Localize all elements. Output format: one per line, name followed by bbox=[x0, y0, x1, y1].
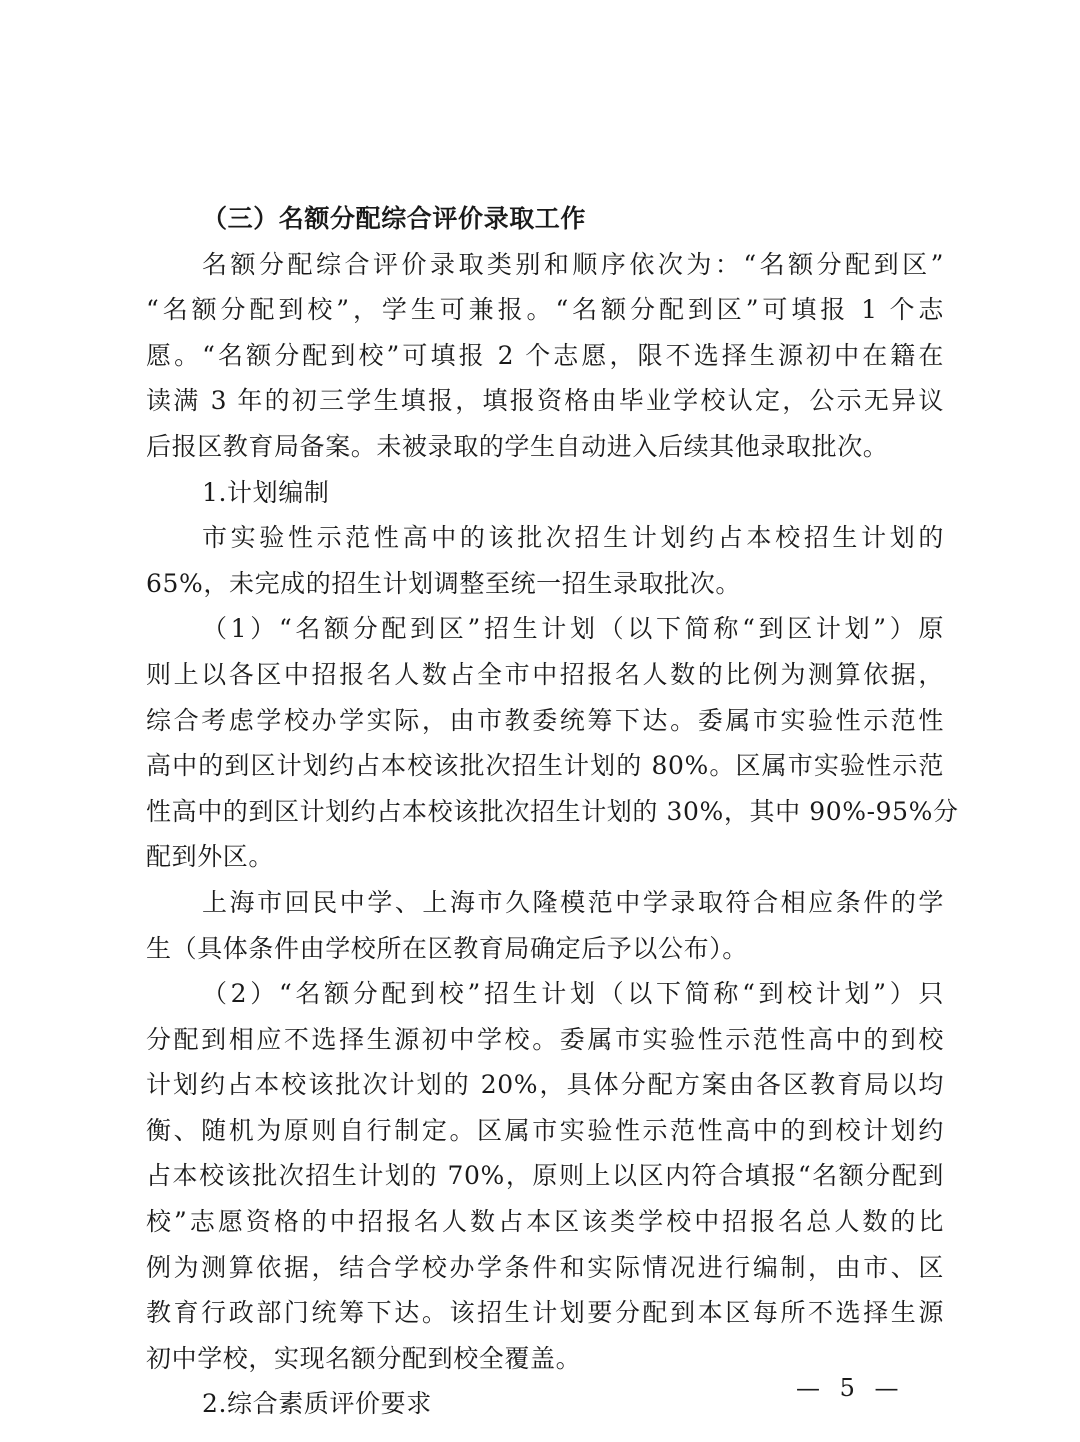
text-line: 衡、随机为原则自行制定。区属市实验性示范性高中的到校计划约 bbox=[146, 1115, 944, 1145]
text-line: 初中学校，实现名额分配到校全覆盖。 bbox=[146, 1343, 582, 1373]
text-line: （1）“名额分配到区”招生计划（以下简称“到区计划”）原 bbox=[202, 614, 944, 644]
text-line: “名额分配到校”，学生可兼报。“名额分配到区”可填报 1 个志 bbox=[146, 295, 944, 325]
subsection-title-plan: 1.计划编制 bbox=[202, 477, 330, 507]
text-line: 计划约占本校该批次计划的 20%，具体分配方案由各区教育局以均 bbox=[146, 1070, 944, 1100]
text-line: （2）“名额分配到校”招生计划（以下简称“到校计划”）只 bbox=[202, 979, 944, 1009]
text-line: 市实验性示范性高中的该批次招生计划约占本校招生计划的 bbox=[202, 523, 944, 553]
text-line: 生（具体条件由学校所在区教育局确定后予以公布）。 bbox=[146, 933, 748, 963]
text-line: 愿。“名额分配到校”可填报 2 个志愿，限不选择生源初中在籍在 bbox=[146, 340, 944, 370]
text-line: 校”志愿资格的中招报名人数占本区该类学校中招报名总人数的比 bbox=[146, 1207, 944, 1237]
paragraph-district-plan bbox=[146, 606, 959, 880]
paragraph-plan-ratio bbox=[146, 515, 944, 606]
paragraph-school-plan bbox=[146, 971, 944, 1381]
paragraph-enrollment-categories bbox=[146, 242, 944, 470]
subsection-title-evaluation: 2.综合素质评价要求 bbox=[202, 1389, 432, 1419]
text-line: 占本校该批次招生计划的 70%，原则上以区内符合填报“名额分配到 bbox=[146, 1161, 944, 1191]
text-line: 高中的到区计划约占本校该批次招生计划的 80%。区属市实验性示范 bbox=[146, 751, 944, 781]
document-body bbox=[146, 196, 959, 1427]
text-line: 分配到相应不选择生源初中学校。委属市实验性示范性高中的到校 bbox=[146, 1024, 944, 1054]
text-line: 综合考虑学校办学实际，由市教委统筹下达。委属市实验性示范性 bbox=[146, 705, 944, 735]
section-heading: （三）名额分配综合评价录取工作 bbox=[202, 204, 587, 233]
text-line: 则上以各区中招报名人数占全市中招报名人数的比例为测算依据， bbox=[146, 659, 944, 689]
text-line: 性高中的到区计划约占本校该批次招生计划的 30%，其中 90%-95%分 bbox=[146, 796, 959, 826]
text-line: 教育行政部门统筹下达。该招生计划要分配到本区每所不选择生源 bbox=[146, 1298, 944, 1328]
page-number: — 5 — bbox=[796, 1374, 905, 1402]
text-line: 65%，未完成的招生计划调整至统一招生录取批次。 bbox=[146, 568, 741, 598]
paragraph-special-schools bbox=[146, 880, 944, 971]
text-line: 读满 3 年的初三学生填报，填报资格由毕业学校认定，公示无异议 bbox=[146, 386, 944, 416]
text-line: 配到外区。 bbox=[146, 842, 275, 872]
text-line: 例为测算依据，结合学校办学条件和实际情况进行编制，由市、区 bbox=[146, 1252, 944, 1282]
text-line: 名额分配综合评价录取类别和顺序依次为：“名额分配到区” bbox=[202, 249, 944, 279]
text-line: 后报区教育局备案。未被录取的学生自动进入后续其他录取批次。 bbox=[146, 431, 889, 461]
text-line: 上海市回民中学、上海市久隆模范中学录取符合相应条件的学 bbox=[202, 887, 944, 917]
